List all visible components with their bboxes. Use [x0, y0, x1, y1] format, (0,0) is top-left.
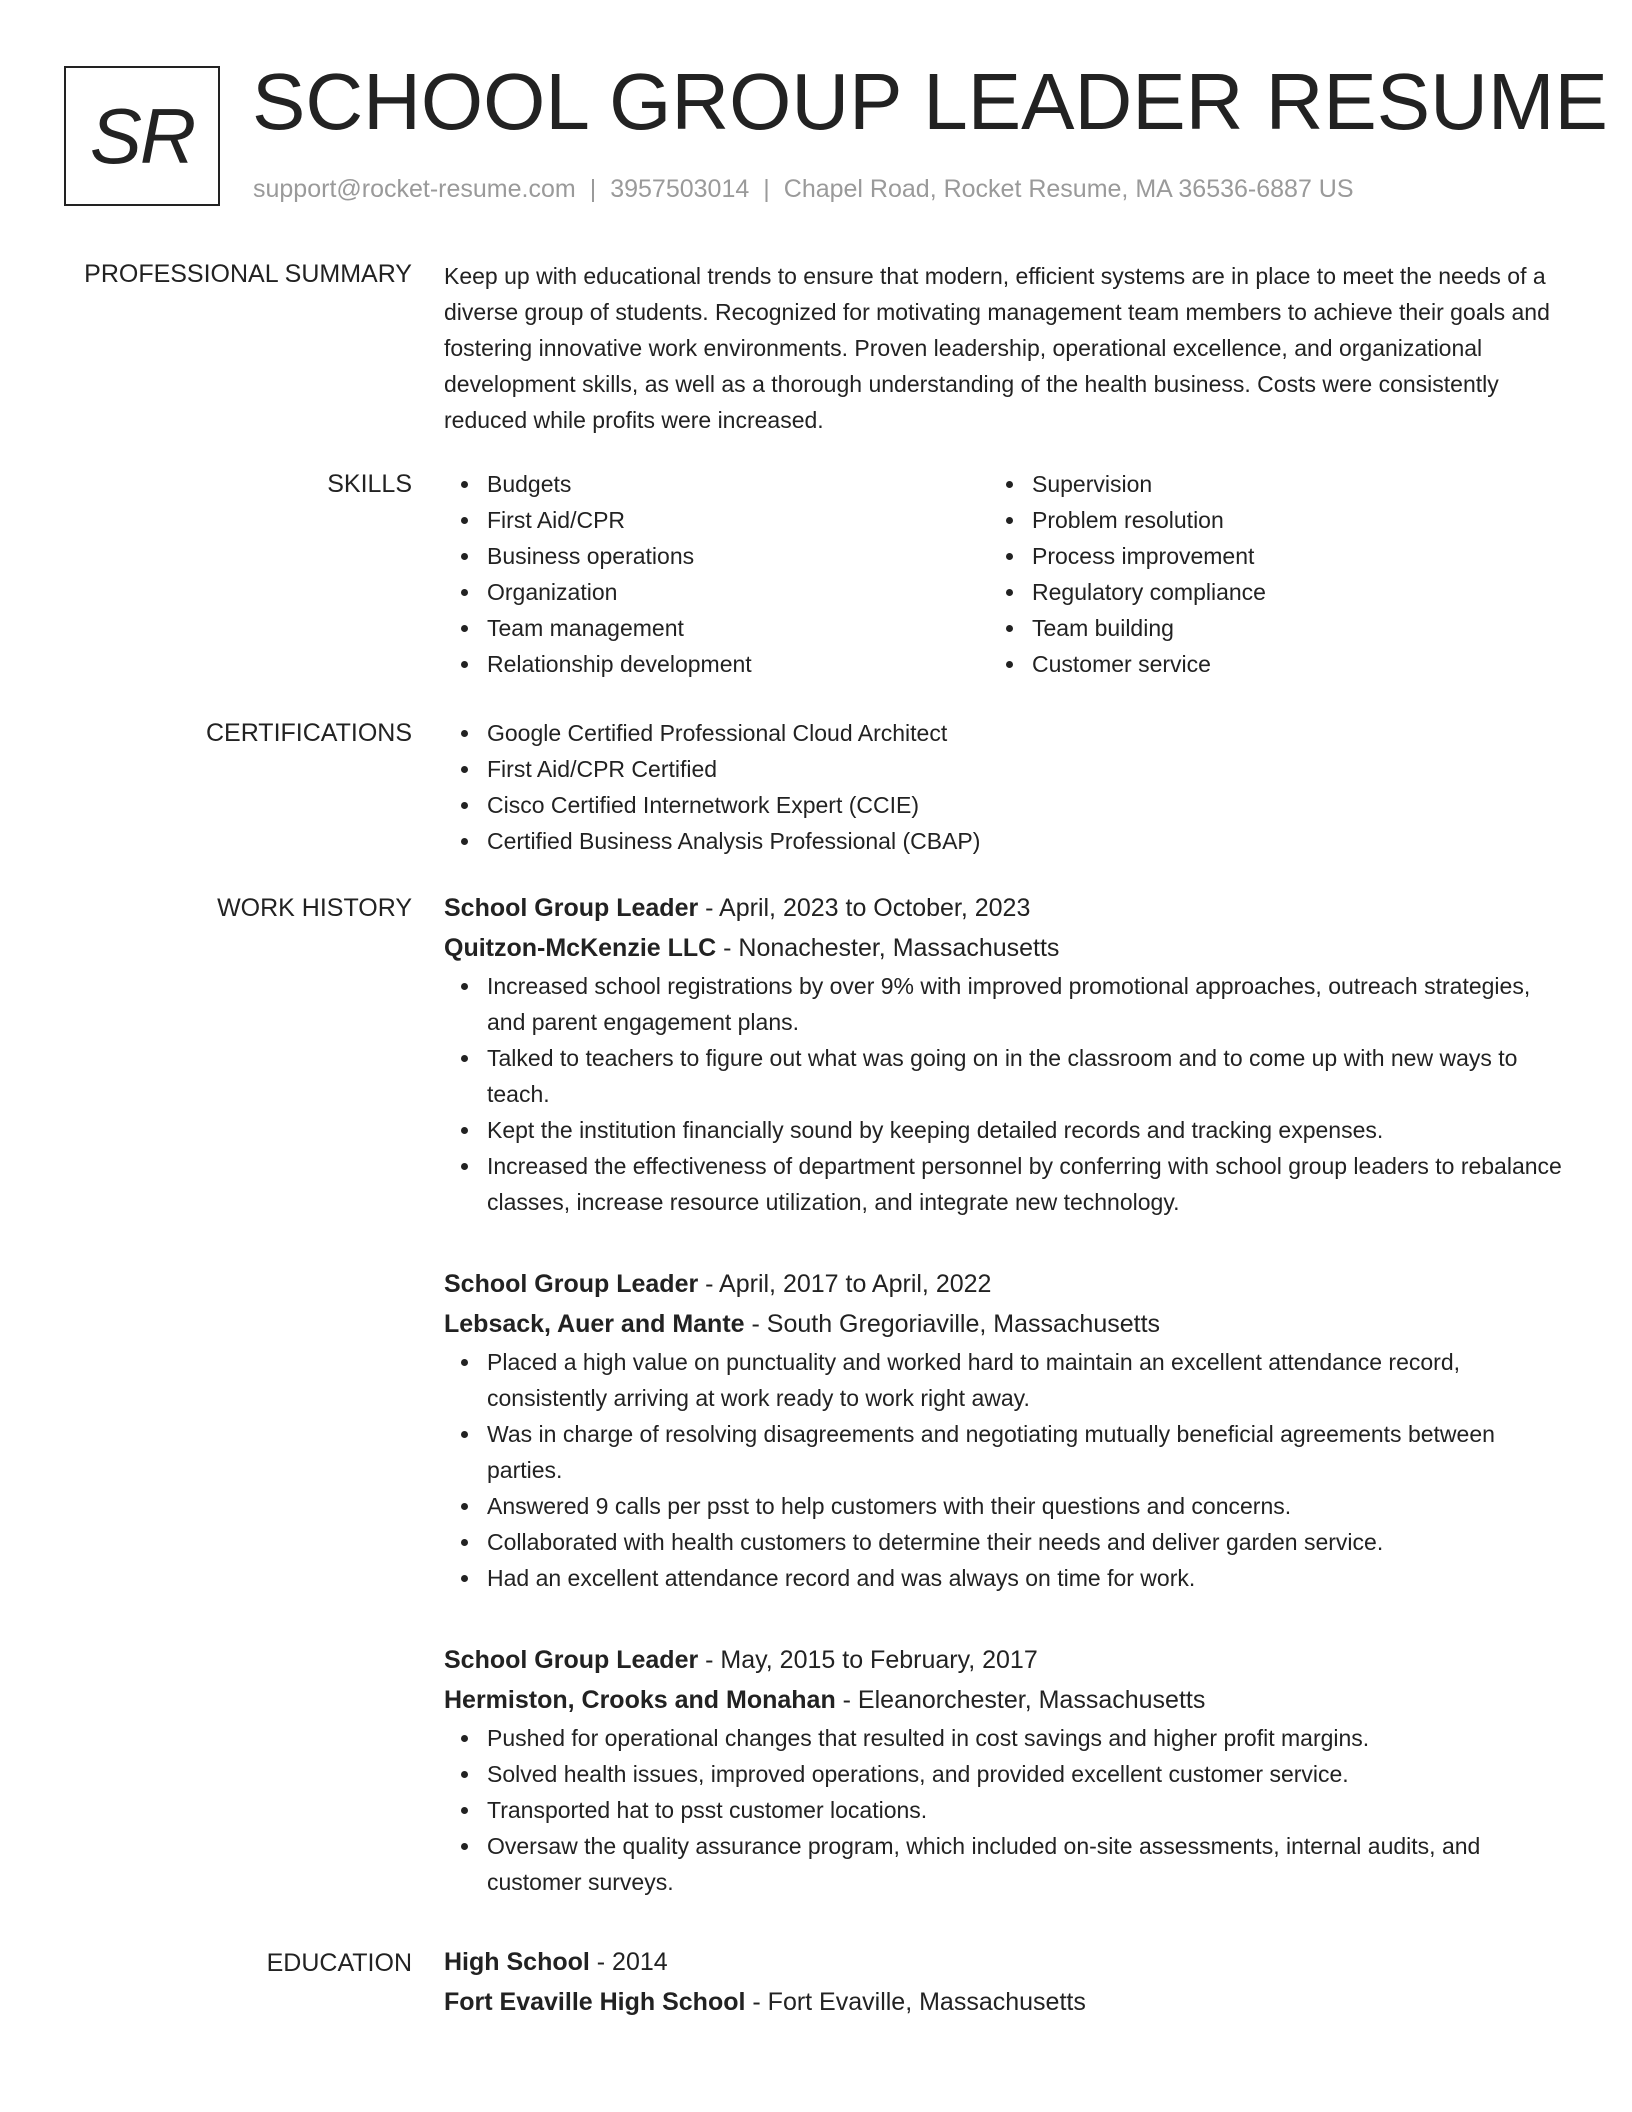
contact-email: support@rocket-resume.com: [253, 175, 576, 203]
education-school-line: [444, 1982, 1564, 2022]
skill-text: Team building: [1032, 615, 1174, 641]
job-entry: [444, 1640, 1564, 1900]
skill-item: [444, 466, 989, 502]
bullet-dot: [461, 1539, 468, 1546]
skill-text: Supervision: [1032, 471, 1153, 497]
job-dates: - April, 2023 to October, 2023: [698, 894, 1031, 922]
skill-item: [444, 646, 989, 682]
skill-text: Customer service: [1032, 651, 1211, 677]
job-title-line: [444, 1640, 1564, 1680]
job-bullet-text: Talked to teachers to figure out what was going on in the classroom and to come up with new ways to teach.: [487, 1045, 1518, 1107]
skill-text: Problem resolution: [1032, 507, 1224, 533]
education-degree-line: [444, 1942, 1564, 1982]
bullet-dot: [461, 481, 468, 488]
job-location: - Nonachester, Massachusetts: [716, 934, 1060, 962]
bullet-dot: [461, 1163, 468, 1170]
job-bullet: [444, 1344, 1564, 1416]
job-bullet-text: Increased school registrations by over 9% with improved promotional approaches, outreach strategies, and parent engagement plans.: [487, 973, 1531, 1035]
job-bullet: [444, 968, 1564, 1040]
certification-item: [444, 787, 1554, 823]
job-bullet-text: Kept the institution financially sound by keeping detailed records and tracking expenses.: [487, 1117, 1384, 1143]
skill-item: [444, 610, 989, 646]
job-company-line: [444, 928, 1564, 968]
job-title-line: [444, 1264, 1564, 1304]
job-bullet: [444, 1148, 1564, 1220]
job-bullets: [444, 1720, 1564, 1900]
summary-heading: PROFESSIONAL SUMMARY: [84, 260, 412, 288]
certification-text: Cisco Certified Internetwork Expert (CCIE): [487, 792, 920, 818]
job-bullets: [444, 968, 1564, 1220]
job-company: Quitzon-McKenzie LLC: [444, 934, 717, 962]
skills-list-right: [989, 466, 1534, 682]
skills-column-left: [444, 466, 989, 682]
job-company: Lebsack, Auer and Mante: [444, 1310, 745, 1338]
contact-separator: |: [589, 175, 597, 203]
skill-text: Budgets: [487, 471, 572, 497]
skills-grid: [444, 466, 1554, 682]
job-dates: - May, 2015 to February, 2017: [698, 1646, 1038, 1674]
skill-text: Team management: [487, 615, 684, 641]
bullet-dot: [461, 730, 468, 737]
skill-item: [444, 538, 989, 574]
job-location: - Eleanorchester, Massachusetts: [835, 1686, 1206, 1714]
job-company-line: [444, 1304, 1564, 1344]
bullet-dot: [461, 1807, 468, 1814]
certification-item: [444, 715, 1554, 751]
bullet-dot: [461, 625, 468, 632]
skills-heading: SKILLS: [327, 470, 412, 498]
certifications-heading: CERTIFICATIONS: [205, 719, 412, 747]
job-bullet-text: Answered 9 calls per psst to help customers with their questions and concerns.: [487, 1493, 1292, 1519]
skills-body: [444, 466, 1554, 682]
bullet-dot: [461, 1359, 468, 1366]
bullet-dot: [461, 1771, 468, 1778]
skill-text: Process improvement: [1032, 543, 1255, 569]
skill-text: Organization: [487, 579, 618, 605]
bullet-dot: [461, 1735, 468, 1742]
skill-item: [444, 574, 989, 610]
monogram-logo: [64, 66, 220, 206]
job-bullet-text: Solved health issues, improved operations, and provided excellent customer service.: [487, 1761, 1349, 1787]
bullet-dot: [461, 802, 468, 809]
education-school: Fort Evaville High School: [444, 1988, 746, 2016]
work-history-heading: WORK HISTORY: [217, 894, 412, 922]
bullet-dot: [1006, 481, 1013, 488]
job-dates: - April, 2017 to April, 2022: [698, 1270, 992, 1298]
contact-separator: |: [763, 175, 770, 203]
bullet-dot: [461, 1843, 468, 1850]
certification-text: First Aid/CPR Certified: [487, 756, 718, 782]
skill-item: [989, 502, 1534, 538]
job-entry: [444, 888, 1564, 1220]
skills-column-right: [989, 466, 1534, 682]
certification-item: [444, 823, 1554, 859]
bullet-dot: [461, 1575, 468, 1582]
job-bullet-text: Had an excellent attendance record and was always on time for work.: [487, 1565, 1196, 1591]
job-bullet-text: Placed a high value on punctuality and worked hard to maintain an excellent attendance record, consistently arriving at work ready to work right away.: [487, 1349, 1461, 1411]
bullet-dot: [461, 766, 468, 773]
bullet-dot: [461, 517, 468, 524]
skill-text: Relationship development: [487, 651, 752, 677]
job-bullet: [444, 1560, 1564, 1596]
job-bullet-text: Pushed for operational changes that resulted in cost savings and higher profit margins.: [487, 1725, 1370, 1751]
bullet-dot: [1006, 517, 1013, 524]
skill-text: Regulatory compliance: [1032, 579, 1266, 605]
skill-item: [989, 610, 1534, 646]
job-bullet-text: Increased the effectiveness of department personnel by conferring with school group leaders to rebalance classes, increase resource utilization, and integrate new technology.: [487, 1153, 1562, 1215]
job-bullet: [444, 1524, 1564, 1560]
skill-text: First Aid/CPR: [487, 507, 626, 533]
bullet-dot: [461, 661, 468, 668]
bullet-dot: [461, 1055, 468, 1062]
summary-text: Keep up with educational trends to ensure that modern, efficient systems are in place to meet the needs of a diverse group of students. Recognized for motivating management team members to achieve their goals and fostering innovative work environments. Proven leadership, operational excellence, and organizational development skills, as well as a thorough understanding of the health business. Costs were consistently reduced while profits were increased.: [444, 263, 1550, 433]
bullet-dot: [461, 1127, 468, 1134]
skill-item: [444, 502, 989, 538]
job-title: School Group Leader: [444, 894, 699, 922]
job-bullet-text: Oversaw the quality assurance program, which included on-site assessments, internal audits, and customer surveys.: [487, 1833, 1481, 1895]
bullet-dot: [461, 1503, 468, 1510]
job-bullet: [444, 1112, 1564, 1148]
job-bullet-text: Was in charge of resolving disagreements and negotiating mutually beneficial agreements between parties.: [487, 1421, 1495, 1483]
job-title-line: [444, 888, 1564, 928]
education-heading: EDUCATION: [266, 1949, 412, 1977]
bullet-dot: [461, 589, 468, 596]
skill-item: [989, 466, 1534, 502]
job-title: School Group Leader: [444, 1270, 699, 1298]
job-entry: [444, 1264, 1564, 1596]
job-location: - South Gregoriaville, Massachusetts: [744, 1310, 1161, 1338]
job-company: Hermiston, Crooks and Monahan: [444, 1686, 836, 1714]
job-bullet-text: Transported hat to psst customer locations.: [487, 1797, 928, 1823]
skill-item: [989, 646, 1534, 682]
job-bullet: [444, 1792, 1564, 1828]
job-bullet: [444, 1720, 1564, 1756]
contact-address: Chapel Road, Rocket Resume, MA 36536-6887 US: [783, 175, 1354, 203]
education-degree: High School: [444, 1948, 590, 1976]
bullet-dot: [1006, 625, 1013, 632]
bullet-dot: [461, 838, 468, 845]
certification-text: Certified Business Analysis Professional (CBAP): [487, 828, 981, 854]
certification-item: [444, 751, 1554, 787]
certifications-list: [444, 715, 1554, 859]
bullet-dot: [461, 1431, 468, 1438]
bullet-dot: [1006, 589, 1013, 596]
job-company-line: [444, 1680, 1564, 1720]
skills-list-left: [444, 466, 989, 682]
skill-item: [989, 574, 1534, 610]
monogram-text: SR: [89, 91, 195, 180]
bullet-dot: [1006, 553, 1013, 560]
certification-text: Google Certified Professional Cloud Architect: [487, 720, 948, 746]
job-bullets: [444, 1344, 1564, 1596]
bullet-dot: [461, 983, 468, 990]
resume-title: SCHOOL GROUP LEADER RESUME: [252, 57, 1608, 146]
job-bullet: [444, 1828, 1564, 1900]
summary-body: [444, 258, 1554, 438]
bullet-dot: [461, 553, 468, 560]
education-year: - 2014: [589, 1948, 668, 1976]
bullet-dot: [1006, 661, 1013, 668]
contact-phone: 3957503014: [610, 175, 750, 203]
job-bullet-text: Collaborated with health customers to determine their needs and deliver garden service.: [487, 1529, 1384, 1555]
job-title: School Group Leader: [444, 1646, 699, 1674]
contact-line: [253, 172, 1354, 206]
job-bullet: [444, 1756, 1564, 1792]
job-bullet: [444, 1040, 1564, 1112]
skill-item: [989, 538, 1534, 574]
job-bullet: [444, 1416, 1564, 1488]
job-bullet: [444, 1488, 1564, 1524]
education-entry: [444, 1942, 1564, 2022]
skill-text: Business operations: [487, 543, 695, 569]
certifications-body: [444, 715, 1554, 859]
education-location: - Fort Evaville, Massachusetts: [745, 1988, 1086, 2016]
